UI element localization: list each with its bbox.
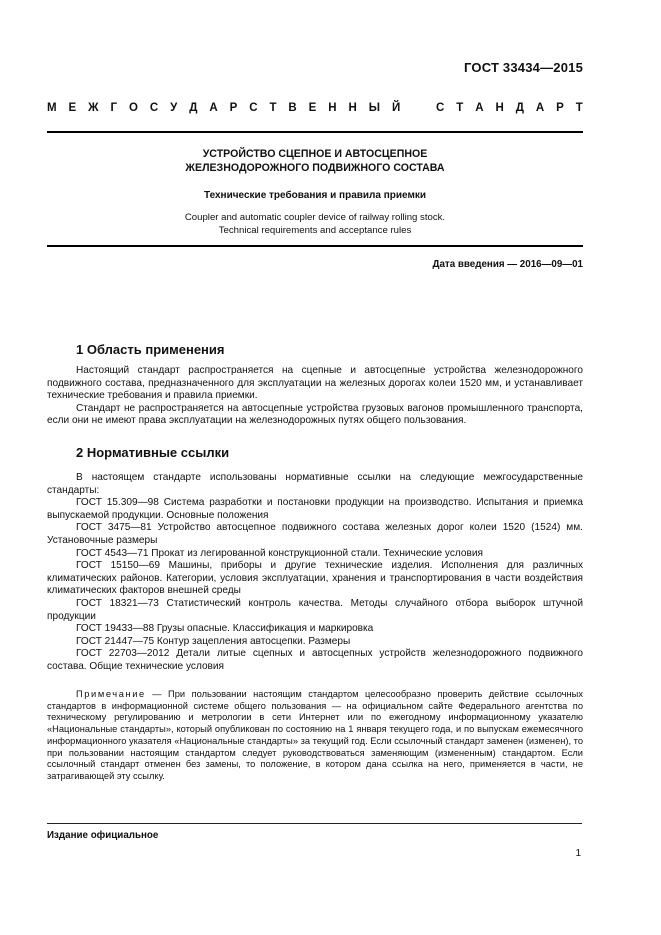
title-line-2: ЖЕЛЕЗНОДОРОЖНОГО ПОДВИЖНОГО СОСТАВА [185, 161, 445, 174]
banner-letter: Е [308, 102, 317, 114]
reference-item: ГОСТ 15.309—98 Система разработки и постановки продукции на производство. Испытания и приемка выпускаемой продукции. Основные положения [47, 497, 583, 521]
banner-letter: А [209, 102, 218, 114]
banner-letter: Е [68, 102, 77, 114]
note-paragraph [47, 689, 583, 783]
section-1-heading: 1 Область применения [76, 342, 225, 357]
banner-letter: Н [495, 102, 504, 114]
english-title [47, 212, 583, 237]
english-title-line-1: Coupler and automatic coupler device of railway rolling stock. [184, 212, 446, 223]
reference-item: ГОСТ 18321—73 Статистический контроль качества. Методы случайного отбора выборок штучной продукции [47, 597, 583, 622]
banner-letter: Р [556, 102, 564, 114]
interstate-standard-banner [47, 102, 583, 114]
reference-item: ГОСТ 15150—69 Машины, приборы и другие технические изделия. Исполнения для различных климатических районов. Категории, условия эксплуатации, хранения и транспортирования в части воздействия климатических факторов внешней среды [47, 560, 583, 597]
introduction-date: Дата введения — 2016—09—01 [432, 259, 583, 270]
document-subtitle: Технические требования и правила приемки [203, 190, 427, 201]
banner-letter: Н [348, 102, 357, 114]
paragraph: В настоящем стандарте использованы нормативные ссылки на следующие межгосударственные стандарты: [47, 472, 583, 496]
top-rule [47, 131, 583, 133]
document-title [47, 148, 583, 175]
banner-letter: Р [229, 102, 238, 114]
page-number: 1 [575, 848, 581, 859]
reference-item: ГОСТ 22703—2012 Детали литые сцепных и автосцепных устройств железнодорожного подвижного состава. Общие технические условия [47, 648, 583, 672]
banner-letter: У [170, 102, 178, 114]
banner-letter: М [47, 102, 57, 114]
paragraph: Стандарт не распространяется на автосцепные устройства грузовых вагонов промышленного транспорта, если они не имеют права эксплуатации на железнодорожных путях общего пользования. [47, 402, 583, 427]
banner-letter: С [149, 102, 159, 114]
banner-letter: Ж [88, 102, 99, 114]
title-bottom-rule [47, 245, 583, 247]
banner-letter: О [128, 102, 138, 114]
note-block [47, 689, 583, 783]
official-edition-label: Издание официальное [47, 830, 159, 841]
reference-item: ГОСТ 21447—75 Контур зацепления автосцепки. Размеры [76, 635, 351, 647]
banner-letter: С [436, 102, 445, 114]
banner-letter: А [475, 102, 484, 114]
reference-item: ГОСТ 19433—88 Грузы опасные. Классификация и маркировка [76, 623, 374, 635]
note-label: Примечание [76, 689, 146, 699]
banner-letter: Т [575, 102, 583, 114]
standard-code: ГОСТ 33434—2015 [464, 60, 583, 75]
banner-letter: А [535, 102, 545, 114]
paragraph: Настоящий стандарт распространяется на сцепные и автосцепные устройства железнодорожного подвижного состава, предназначенного для эксплуатации на железных дорогах колеи 1520 мм, и устанавливает технические требования и правила приемки. [47, 365, 583, 402]
banner-letter: Д [515, 102, 524, 114]
reference-item: ГОСТ 4543—71 Прокат из легированной конструкционной стали. Технические условия [76, 547, 483, 559]
banner-letter: Н [328, 102, 337, 114]
banner-letter: Ы [368, 102, 381, 114]
banner-letter: В [288, 102, 297, 114]
banner-letter: Й [391, 102, 401, 114]
english-title-line-2: Technical requirements and acceptance rules [218, 224, 412, 236]
banner-letter: Д [189, 102, 198, 114]
section-1-body [47, 365, 583, 428]
banner-letter: Т [456, 102, 464, 114]
title-line-1: УСТРОЙСТВО СЦЕПНОЕ И АВТОСЦЕПНОЕ [202, 148, 428, 160]
banner-letter: Г [110, 102, 118, 114]
banner-letter: С [249, 102, 258, 114]
note-text: — При пользовании настоящим стандартом целесообразно проверить действие ссылочных стандартов в информационной системе общего пользования — на официальном сайте Федерального агентства по техническому регулированию и метрологии в сети Интернет или по ежегодному информационному указателю «Национальные стандарты», который опубликован по состоянию на 1 января текущего года, и по выпускам ежемесячного информационного указателя «Национальные стандарты» за текущий год. Если ссылочный стандарт заменен (изменен), то при пользовании настоящим стандартом следует руководствоваться заменяющим (измененным) стандартом. Если ссылочный стандарт отменен без замены, то положение, в котором дана ссылка на него, применяется в части, не затрагивающей эту ссылку. [47, 689, 583, 781]
section-2-heading: 2 Нормативные ссылки [76, 445, 230, 460]
footer-rule [47, 823, 582, 824]
banner-letter: Т [269, 102, 277, 114]
reference-item: ГОСТ 3475—81 Устройство автосцепное подвижного состава железных дорог колеи 1520 (1524) мм. Установочные размеры [47, 522, 583, 546]
section-2-body [47, 472, 583, 674]
